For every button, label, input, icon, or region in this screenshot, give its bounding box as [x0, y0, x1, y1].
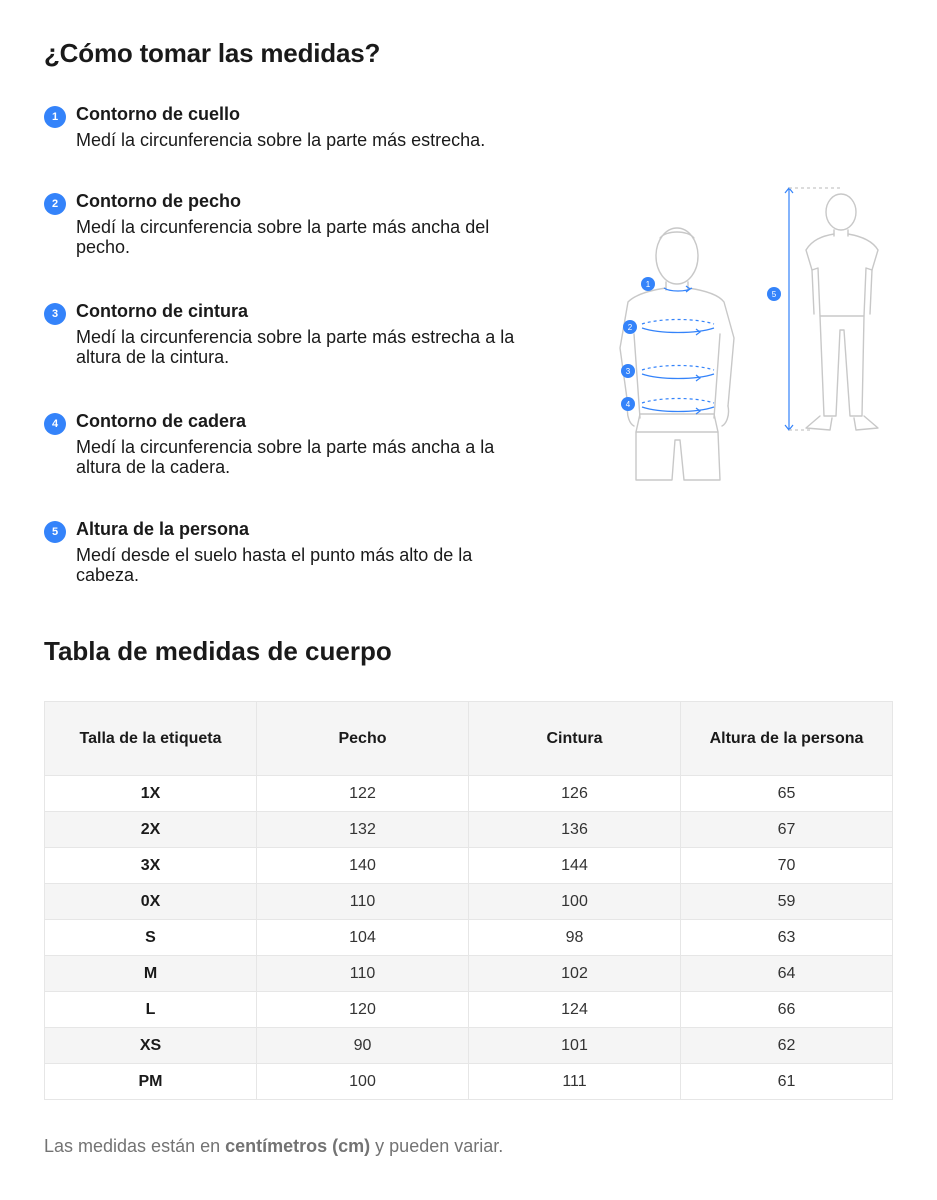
cell-height: 67	[681, 812, 893, 848]
cell-size: 2X	[45, 812, 257, 848]
waist-measure-line	[642, 366, 714, 382]
cell-waist: 102	[469, 956, 681, 992]
step-number-badge: 4	[44, 413, 66, 435]
cell-size: L	[45, 992, 257, 1028]
marker-chest-label: 2	[627, 323, 633, 332]
cell-waist: 124	[469, 992, 681, 1028]
step-description: Medí la circunferencia sobre la parte más estrecha a la altura de la cintura.	[76, 327, 515, 367]
table-row	[45, 812, 893, 848]
cell-waist: 100	[469, 884, 681, 920]
table-row	[45, 848, 893, 884]
column-header-height: Altura de la persona	[681, 702, 893, 776]
cell-waist: 101	[469, 1028, 681, 1064]
step-title: Contorno de cuello	[76, 104, 240, 124]
cell-height: 64	[681, 956, 893, 992]
step-number-badge: 1	[44, 106, 66, 128]
cell-height: 63	[681, 920, 893, 956]
cell-waist: 111	[469, 1064, 681, 1100]
step-description: Medí la circunferencia sobre la parte más estrecha.	[76, 130, 486, 150]
table-row	[45, 776, 893, 812]
table-header-row	[45, 702, 893, 776]
footnote-prefix: Las medidas están en	[44, 1136, 226, 1156]
size-table	[44, 701, 893, 1100]
cell-height: 62	[681, 1028, 893, 1064]
cell-height: 66	[681, 992, 893, 1028]
height-measure-line	[785, 188, 840, 430]
marker-waist-label: 3	[625, 367, 631, 376]
units-footnote	[44, 1136, 503, 1157]
column-header-waist: Cintura	[469, 702, 681, 776]
cell-chest: 132	[257, 812, 469, 848]
cell-waist: 98	[469, 920, 681, 956]
step-number-badge: 2	[44, 193, 66, 215]
cell-height: 61	[681, 1064, 893, 1100]
marker-chest	[623, 320, 637, 334]
cell-chest: 122	[257, 776, 469, 812]
cell-chest: 104	[257, 920, 469, 956]
cell-chest: 100	[257, 1064, 469, 1100]
step-description: Medí desde el suelo hasta el punto más alto de la cabeza.	[76, 545, 473, 585]
table-row	[45, 1028, 893, 1064]
cell-waist: 136	[469, 812, 681, 848]
cell-size: 1X	[45, 776, 257, 812]
hip-measure-line	[642, 399, 714, 415]
cell-size: PM	[45, 1064, 257, 1100]
cell-height: 65	[681, 776, 893, 812]
step-description: Medí la circunferencia sobre la parte más ancha a la altura de la cadera.	[76, 437, 495, 477]
table-row	[45, 992, 893, 1028]
table-row	[45, 884, 893, 920]
column-header-chest: Pecho	[257, 702, 469, 776]
step-title: Contorno de pecho	[76, 191, 241, 211]
table-row	[45, 956, 893, 992]
cell-size: M	[45, 956, 257, 992]
footnote-suffix: y pueden variar.	[370, 1136, 504, 1156]
cell-chest: 120	[257, 992, 469, 1028]
step-title: Contorno de cintura	[76, 301, 248, 321]
cell-size: S	[45, 920, 257, 956]
marker-waist	[621, 364, 635, 378]
marker-height-label: 5	[771, 290, 777, 299]
column-header-size: Talla de la etiqueta	[45, 702, 257, 776]
cell-chest: 90	[257, 1028, 469, 1064]
cell-chest: 140	[257, 848, 469, 884]
step-number-badge: 3	[44, 303, 66, 325]
marker-neck	[641, 277, 655, 291]
how-to-measure-title: ¿Cómo tomar las medidas?	[44, 38, 381, 68]
marker-hip	[621, 397, 635, 411]
chest-measure-line	[642, 320, 714, 336]
cell-waist: 126	[469, 776, 681, 812]
cell-size: 3X	[45, 848, 257, 884]
table-row	[45, 920, 893, 956]
step-number-badge: 5	[44, 521, 66, 543]
front-figure	[620, 228, 734, 480]
cell-chest: 110	[257, 956, 469, 992]
footnote-units: centímetros (cm)	[225, 1136, 371, 1156]
marker-hip-label: 4	[625, 400, 631, 409]
marker-neck-label: 1	[645, 280, 651, 289]
step-title: Altura de la persona	[76, 519, 250, 539]
body-measurement-illustration	[600, 178, 900, 488]
size-table-title: Tabla de medidas de cuerpo	[44, 636, 392, 666]
cell-size: XS	[45, 1028, 257, 1064]
full-body-figure	[806, 194, 878, 430]
step-title: Contorno de cadera	[76, 411, 247, 431]
cell-height: 70	[681, 848, 893, 884]
cell-chest: 110	[257, 884, 469, 920]
step-description: Medí la circunferencia sobre la parte más ancha del pecho.	[76, 217, 490, 257]
cell-size: 0X	[45, 884, 257, 920]
cell-height: 59	[681, 884, 893, 920]
cell-waist: 144	[469, 848, 681, 884]
marker-height	[767, 287, 781, 301]
table-row	[45, 1064, 893, 1100]
